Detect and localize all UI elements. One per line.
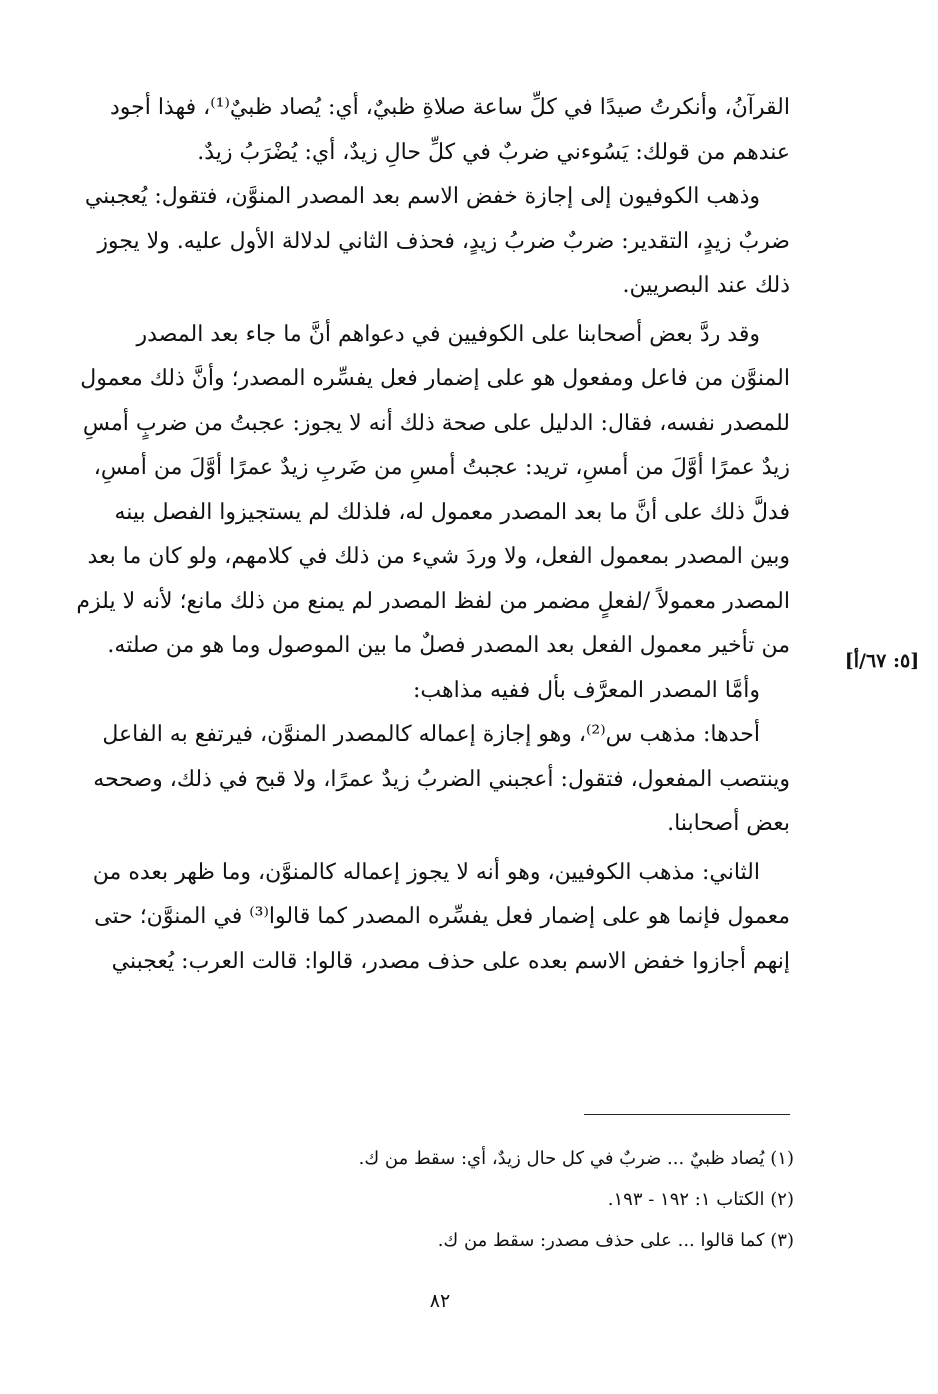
footnotes xyxy=(200,1138,794,1261)
paragraph-6: الثاني: مذهب الكوفيين، وهو أنه لا يجوز إعماله كالمنوَّن، وما ظهر بعده من معمول فإنما هو على إضمار فعل يفسِّره المصدر كما قالوا⁽³⁾ في المنوَّن؛ حتى إنهم أجازوا خفض الاسم بعده على حذف مصدر، قالوا: قالت العرب: يُعجبني xyxy=(92,859,790,974)
footnote-2: (٢) الكتاب ١: ١٩٢ - ١٩٣. xyxy=(607,1189,794,1210)
footnote-separator xyxy=(584,1114,790,1115)
paragraph-1: القرآنُ، وأنكرتُ صيدًا في كلِّ ساعة صلاةِ ظبيٌ، أي: يُصاد ظبيٌ⁽¹⁾، فهذا أجود عندهم من قولك: يَسُوءني ضربٌ في كلِّ حالِ زيدٌ، أي: يُضْرَبُ زيدٌ. xyxy=(109,95,790,165)
manuscript-folio-marker: [٥: ٦٧/أ] xyxy=(844,650,920,672)
paragraph-4: وأمَّا المصدر المعرَّف بأل ففيه مذاهب: xyxy=(412,677,760,703)
footnote-3: (٣) كما قالوا ... على حذف مصدر: سقط من ك. xyxy=(437,1230,794,1251)
paragraph-5: أحدها: مذهب س⁽²⁾، وهو إجازة إعماله كالمصدر المنوَّن، فيرتفع به الفاعل وينتصب المفعول، فتقول: أعجبني الضربُ زيدٌ عمرًا، ولا قبح في ذلك، وصححه بعض أصحابنا. xyxy=(93,722,790,836)
footnote-1: (١) يُصاد ظبيٌ ... ضربٌ في كل حال زيدٌ، أي: سقط من ك. xyxy=(358,1148,794,1169)
paragraph-3: وقد ردَّ بعض أصحابنا على الكوفيين في دعواهم أنَّ ما جاء بعد المصدر المنوَّن من فاعل ومفعول هو على إضمار فعل يفسِّره المصدر؛ وأنَّ ذلك معمول للمصدر نفسه، فقال: الدليل على صحة ذلك أنه لا يجوز: عجبتُ من ضربٍ أمسِ زيدٌ عمرًا أوَّلَ من أمسِ، تريد: عجبتُ أمسِ من ضَربِ زيدٌ عمرًا أوَّلَ من أمسِ، فدلَّ ذلك على أنَّ ما بعد المصدر معمول له، فلذلك لم يستجيزوا الفصل بينه وبين المصدر بمعمول الفعل، ولا وردَ شيء من ذلك في كلامهم، ولو كان ما بعد المصدر معمولاً /لفعلٍ مضمر من لفظ المصدر لم يمنع من ذلك مانع؛ لأنه لا يلزم من تأخير معمول الفعل بعد المصدر فصلٌ ما بين الموصول وما هو من صلته. xyxy=(76,321,790,658)
paragraph-2: وذهب الكوفيون إلى إجازة خفض الاسم بعد المصدر المنوَّن، فتقول: يُعجبني ضربٌ زيدٍ، التقدير: ضربٌ ضربُ زيدٍ، فحذف الثاني لدلالة الأول عليه. ولا يجوز ذلك عند البصريين. xyxy=(84,184,790,298)
main-text xyxy=(74,86,790,984)
page-number: ٨٢ xyxy=(429,1290,451,1312)
